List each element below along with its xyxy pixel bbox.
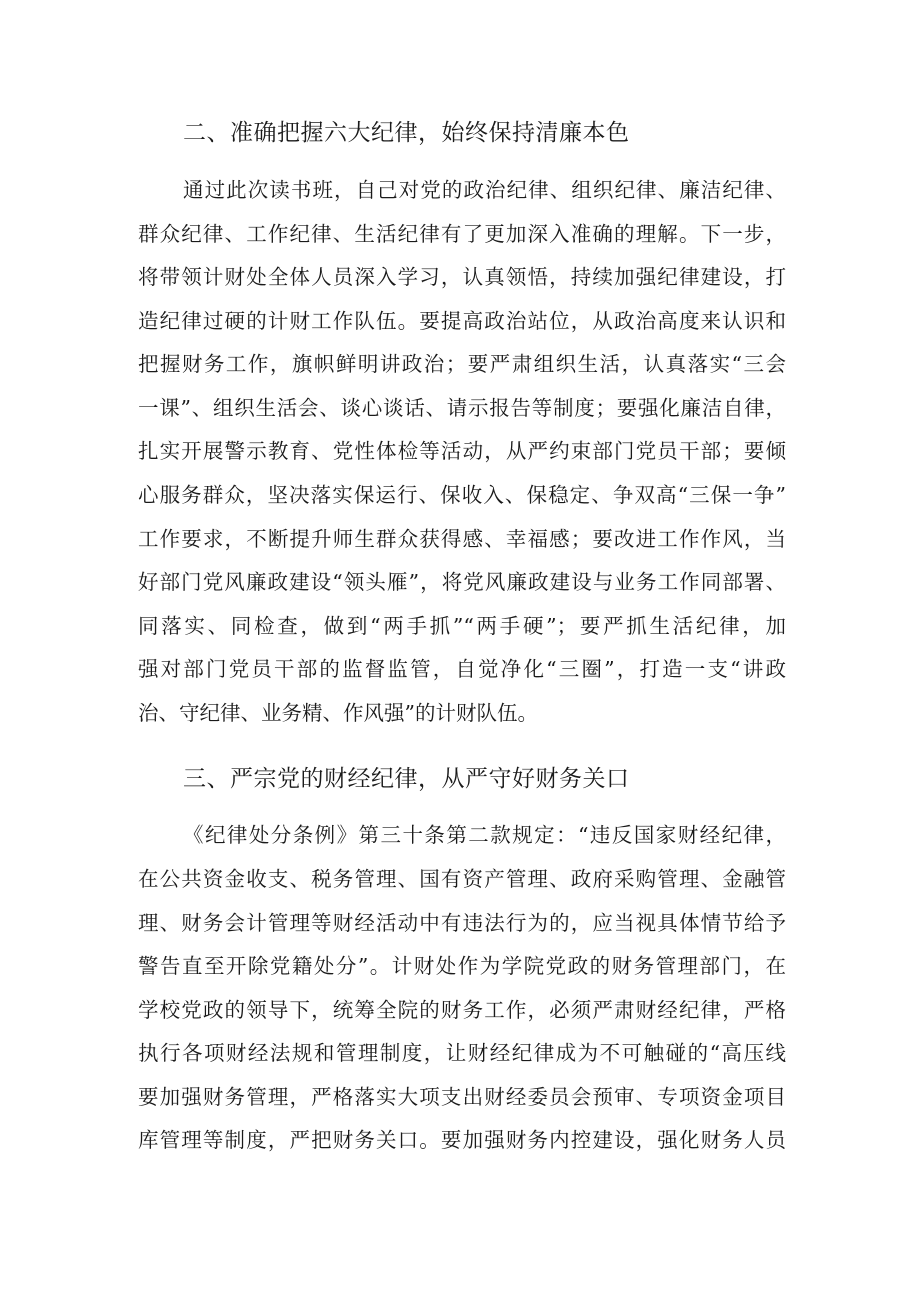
paragraph-line: 心服务群众，坚决落实保运行、保收入、保稳定、争双高“三保一争” bbox=[138, 483, 786, 507]
paragraph-line: 造纪律过硬的计财工作队伍。要提高政治站位，从政治高度来认识和 bbox=[138, 309, 786, 333]
section-3-heading: 三、严宗党的财经纪律，从严守好财务关口 bbox=[183, 766, 630, 792]
paragraph-line: 扎实开展警示教育、党性体检等活动，从严约束部门党员干部；要倾 bbox=[138, 439, 786, 463]
paragraph-line: 《纪律处分条例》第三十条第二款规定：“违反国家财经纪律， bbox=[183, 823, 786, 847]
section-2-heading: 二、准确把握六大纪律，始终保持清廉本色 bbox=[183, 120, 630, 146]
paragraph-line: 同落实、同检查，做到“两手抓”“两手硬”；要严抓生活纪律，加 bbox=[138, 614, 786, 638]
paragraph-line: 强对部门党员干部的监督监管，自觉净化“三圈”，打造一支“讲政 bbox=[138, 657, 786, 681]
paragraph-line: 群众纪律、工作纪律、生活纪律有了更加深入准确的理解。下一步， bbox=[138, 222, 786, 246]
paragraph-line: 一课”、组织生活会、谈心谈话、请示报告等制度；要强化廉洁自律， bbox=[138, 396, 786, 420]
paragraph-line: 治、守纪律、业务精、作风强”的计财队伍。 bbox=[138, 701, 538, 725]
paragraph-line: 学校党政的领导下，统筹全院的财务工作，必须严肃财经纪律，严格 bbox=[138, 998, 786, 1022]
paragraph-line: 要加强财务管理，严格落实大项支出财经委员会预审、专项资金项目 bbox=[138, 1085, 786, 1109]
paragraph-line: 库管理等制度，严把财务关口。要加强财务内控建设，强化财务人员 bbox=[138, 1128, 786, 1152]
paragraph-line: 在公共资金收支、税务管理、国有资产管理、政府采购管理、金融管 bbox=[138, 867, 786, 891]
paragraph-line: 将带领计财处全体人员深入学习，认真领悟，持续加强纪律建设，打 bbox=[138, 265, 786, 289]
paragraph-line: 警告直至开除党籍处分”。计财处作为学院党政的财务管理部门，在 bbox=[138, 954, 786, 978]
paragraph-line: 把握财务工作，旗帜鲜明讲政治；要严肃组织生活，认真落实“三会 bbox=[138, 352, 786, 376]
paragraph-line: 工作要求，不断提升师生群众获得感、幸福感；要改进工作作风，当 bbox=[138, 527, 786, 551]
paragraph-line: 执行各项财经法规和管理制度，让财经纪律成为不可触碰的“高压线 bbox=[138, 1041, 786, 1065]
paragraph-line: 理、财务会计管理等财经活动中有违法行为的，应当视具体情节给予 bbox=[138, 911, 786, 935]
paragraph-line: 好部门党风廉政建设“领头雁”，将党风廉政建设与业务工作同部署、 bbox=[138, 570, 786, 594]
paragraph-line: 通过此次读书班，自己对党的政治纪律、组织纪律、廉洁纪律、 bbox=[183, 178, 786, 202]
